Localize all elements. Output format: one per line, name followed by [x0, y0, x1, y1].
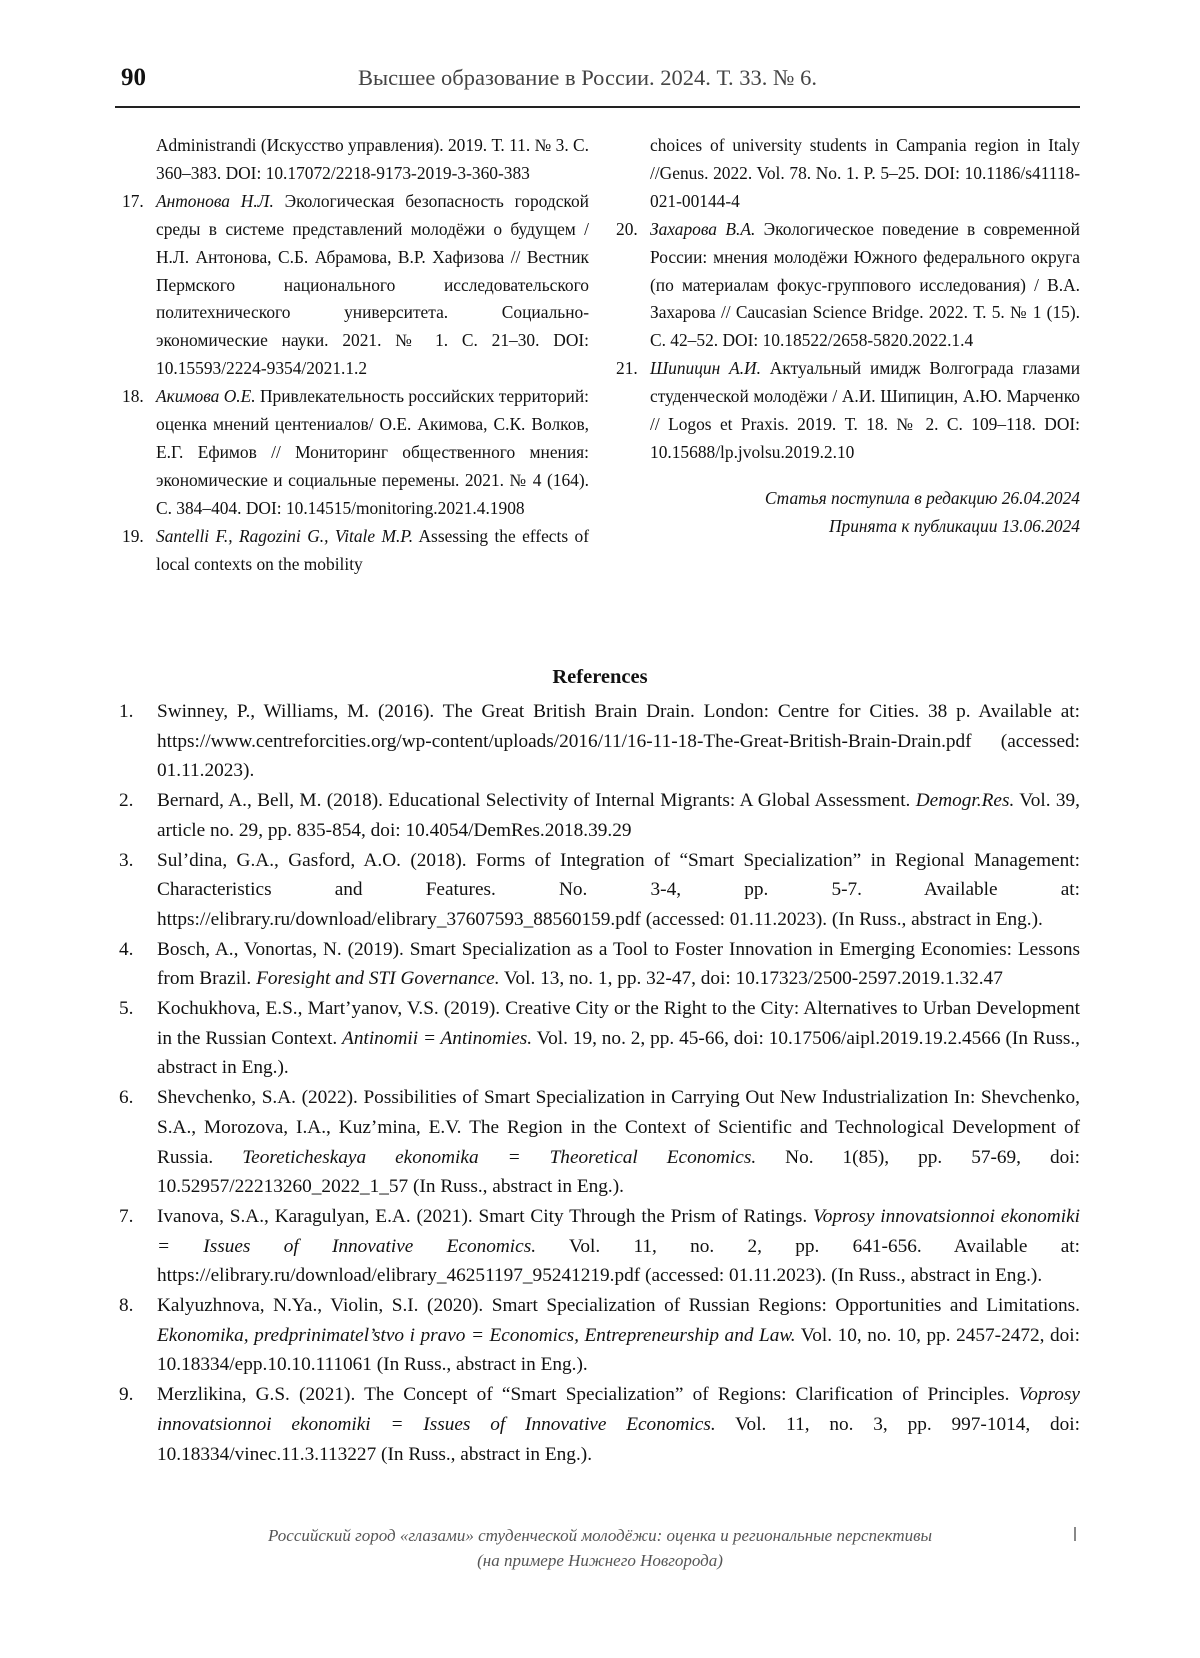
reference-details: Vol. 13, no. 1, pp. 32-47, doi: 10.17323/2500-2597.2019.1.32.47	[499, 968, 1003, 990]
reference-details: Vol. 11, no. 3, pp. 997-1014, doi: 10.18334/vinec.11.3.113227 (In Russ., abstract in Eng.).	[157, 1413, 1081, 1465]
footer-divider	[1074, 1527, 1076, 1541]
reference-item	[119, 994, 1080, 1083]
received-date: Статья поступила в редакцию 26.04.2024	[764, 487, 1080, 508]
reference-source: Demogr.Res.	[915, 790, 1015, 812]
reference-number: 4.	[119, 938, 134, 960]
reference-author: Шипицин А.И.	[650, 358, 761, 379]
reference-number: 2.	[119, 790, 134, 812]
reference-text: Привлекательность российских территорий: оценка мнений центениалов/ О.Е. Акимова, С.К. Волков, Е.Г. Ефимов // Мониторинг общественного мнения: экономические и социальные перемены. 2021. № 4 (164). С. 384–404. DOI: 10.14515/monitoring.2021.4.1908	[156, 386, 589, 518]
reference-text: Bosch, A., Vonortas, N. (2019). Smart Specialization as a Tool to Foster Innovation in Emerging Economies: Lessons from Brazil.	[157, 938, 1080, 990]
reference-source: Foresight and STI Governance.	[256, 968, 500, 990]
reference-item	[119, 697, 1080, 786]
reference-text: choices of university students in Campania region in Italy //Genus. 2022. Vol. 78. No. 1. P. 5–25. DOI: 10.1186/s41118-021-00144-4	[650, 135, 1080, 211]
reference-item	[119, 1202, 1080, 1291]
reference-text: Экологическая безопасность городской среды в системе представлений молодёжи о будущем / Н.Л. Антонова, С.Б. Абрамова, В.Р. Хафизова // Вестник Пермского национального исследовательского политехнического университета. Социально-экономические науки. 2021. № 1. С. 21–30. DOI: 10.15593/2224-9354/2021.1.2	[156, 190, 589, 379]
running-footer	[0, 1523, 1200, 1573]
reference-number: 6.	[119, 1087, 134, 1109]
reference-source: Voprosy innovatsionnoi ekonomiki = Issues of Innovative Economics.	[157, 1205, 1080, 1257]
reference-text: Administrandi (Искусство управления). 2019. Т. 11. № 3. С. 360–383. DOI: 10.17072/2218-9173-2019-3-360-383	[156, 135, 589, 183]
reference-item	[119, 935, 1080, 994]
reference-item	[122, 523, 589, 579]
reference-details: Vol. 10, no. 10, pp. 2457-2472, doi: 10.18334/epp.10.10.111061 (In Russ., abstract in Eng.).	[157, 1324, 1080, 1376]
reference-author: Акимова О.Е.	[156, 386, 256, 407]
submission-dates	[616, 485, 1080, 541]
reference-author: Захарова В.А.	[650, 218, 756, 239]
reference-source: Ekonomika, predprinimatel’stvo i pravo = Economics, Entrepreneurship and Law.	[157, 1324, 796, 1346]
reference-source: Teoreticheskaya ekonomika = Theoretical Economics.	[242, 1146, 757, 1168]
reference-text: Ivanova, S.A., Karagulyan, E.A. (2021). Smart City Through the Prism of Ratings.	[157, 1205, 814, 1227]
reference-number: 7.	[119, 1205, 134, 1227]
reference-details: Vol. 19, no. 2, pp. 45-66, doi: 10.17506/aipl.2019.19.2.4566 (In Russ., abstract in Eng.).	[157, 1027, 1080, 1079]
reference-text: Актуальный имидж Волгограда глазами студенческой молодёжи / А.И. Шипицин, А.Ю. Марченко // Logos et Praxis. 2019. Т. 18. № 2. С. 109–118. DOI: 10.15688/lp.jvolsu.2019.2.10	[650, 358, 1080, 462]
right-column	[616, 132, 1080, 541]
reference-text: Экологическое поведение в современной России: мнения молодёжи Южного федерального округа (по материалам фокус-группового исследования) / В.А. Захарова // Caucasian Science Bridge. 2022. Т. 5. № 1 (15). С. 42–52. DOI: 10.18522/2658-5820.2022.1.4	[650, 218, 1080, 351]
reference-details: Vol. 11, no. 2, pp. 641-656. Available at: https://elibrary.ru/download/elibrary_46251197_95241219.pdf (accessed: 01.11.2023). (In Russ., abstract in Eng.).	[157, 1235, 1080, 1287]
reference-item	[616, 216, 1080, 356]
article-title-line-1: Российский город «глазами» студенческой молодёжи: оценка и региональные перспективы	[268, 1526, 932, 1545]
article-title-line-2: (на примере Нижнего Новгорода)	[477, 1551, 723, 1570]
reference-author: Антонова Н.Л.	[156, 190, 274, 211]
reference-text: Shevchenko, S.A. (2022). Possibilities of Smart Specialization in Carrying Out New Industrialization In: Shevchenko, S.A., Morozova, I.A., Kuz’mina, E.V. The Region in the Context of Scientific and Technological Development of Russia.	[157, 1087, 1080, 1168]
reference-item	[122, 188, 589, 383]
reference-continuation	[616, 132, 1080, 216]
reference-number: 19.	[122, 525, 144, 546]
reference-number: 9.	[119, 1384, 134, 1406]
reference-text: Kalyuzhnova, N.Ya., Violin, S.I. (2020). Smart Specialization of Russian Regions: Opportunities and Limitations.	[157, 1295, 1080, 1317]
reference-item	[119, 846, 1080, 935]
reference-number: 20.	[616, 218, 638, 239]
reference-item	[616, 355, 1080, 467]
reference-number: 17.	[122, 190, 144, 211]
reference-text: Sul’dina, G.A., Gasford, A.O. (2018). Forms of Integration of “Smart Specialization” in Regional Management: Characteristics and Features. No. 3-4, pp. 5-7. Available at: https://elibrary.ru/download/elibrary_37607593_88560159.pdf (accessed: 01.11.2023). (In Russ., abstract in Eng.).	[157, 849, 1080, 930]
reference-number: 21.	[616, 358, 638, 379]
references-heading: References	[552, 666, 648, 688]
reference-number: 18.	[122, 386, 144, 407]
reference-text: Swinney, P., Williams, M. (2016). The Great British Brain Drain. London: Centre for Cities. 38 p. Available at: https://www.centreforcities.org/wp-content/uploads/2016/11/16-11-18-The-Great-British-Brain-Drain.pdf (accessed: 01.11.2023).	[157, 701, 1080, 782]
reference-item	[119, 1083, 1080, 1202]
reference-number: 1.	[119, 701, 134, 722]
reference-item	[119, 1291, 1080, 1380]
running-header	[115, 58, 1080, 108]
reference-details: No. 1(85), pp. 57-69, doi: 10.52957/22213260_2022_1_57 (In Russ., abstract in Eng.).	[157, 1146, 1080, 1198]
reference-item	[119, 786, 1080, 845]
reference-item	[122, 383, 589, 523]
reference-source: Antinomii = Antinomies.	[342, 1027, 533, 1049]
reference-text: Merzlikina, G.S. (2021). The Concept of “Smart Specialization” of Regions: Clarification of Principles.	[157, 1384, 1019, 1406]
reference-continuation	[122, 132, 589, 188]
reference-text: Bernard, A., Bell, M. (2018). Educational Selectivity of Internal Migrants: A Global Assessment.	[157, 790, 916, 812]
reference-number: 5.	[119, 998, 134, 1020]
reference-text: Assessing the effects of local contexts on the mobility	[156, 525, 589, 574]
reference-author: Santelli F., Ragozini G., Vitale M.P.	[156, 525, 414, 546]
references-list	[119, 697, 1080, 1469]
reference-text: Kochukhova, E.S., Mart’yanov, V.S. (2019). Creative City or the Right to the City: Alternatives to Urban Development in the Russian Context.	[157, 998, 1080, 1049]
journal-title: Высшее образование в России. 2024. Т. 33. № 6.	[358, 65, 818, 90]
accepted-date: Принята к публикации 13.06.2024	[828, 515, 1080, 536]
reference-number: 8.	[119, 1295, 134, 1317]
left-column	[122, 132, 589, 579]
reference-number: 3.	[119, 849, 134, 871]
page-number: 90	[121, 64, 146, 91]
reference-item	[119, 1380, 1080, 1469]
reference-source: Voprosy innovatsionnoi ekonomiki = Issues of Innovative Economics.	[157, 1384, 1080, 1435]
reference-details: Vol. 39, article no. 29, pp. 835-854, doi: 10.4054/DemRes.2018.39.29	[157, 790, 1080, 841]
